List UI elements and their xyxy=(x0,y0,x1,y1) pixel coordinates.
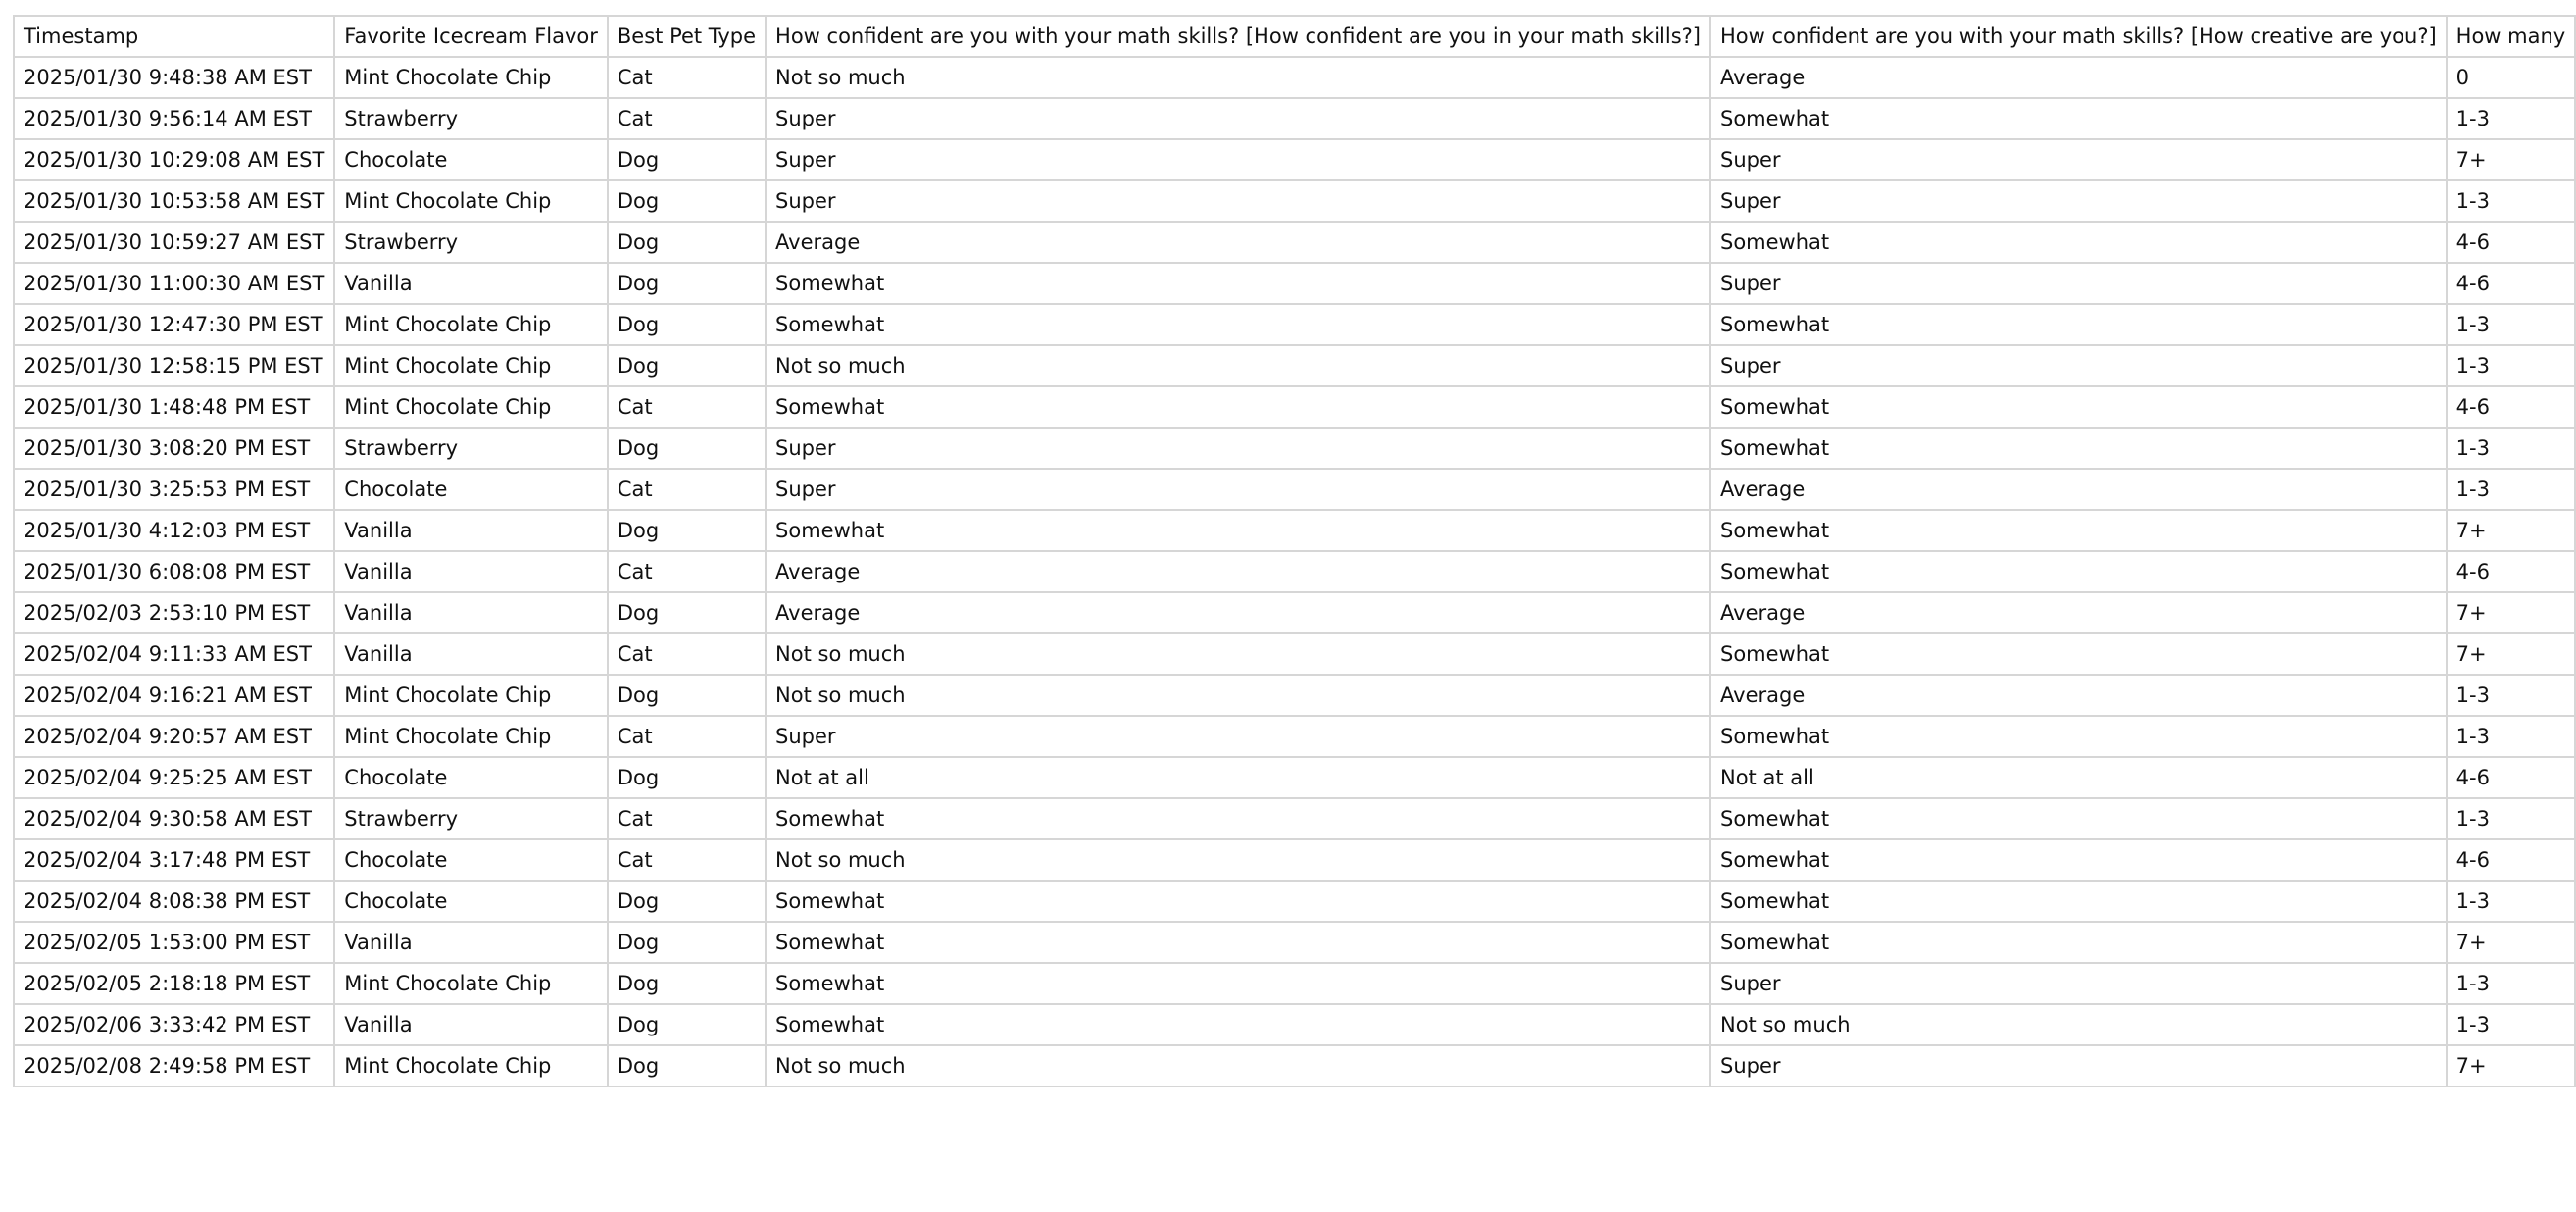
cell-pet-type[interactable]: Dog xyxy=(608,1004,766,1045)
cell-pet-type[interactable]: Dog xyxy=(608,263,766,304)
cell-pet-type[interactable]: Dog xyxy=(608,180,766,222)
cell-how-many[interactable]: 4-6 xyxy=(2447,263,2576,304)
cell-creativity[interactable]: Somewhat xyxy=(1710,304,2447,345)
cell-timestamp[interactable]: 2025/02/08 2:49:58 PM EST xyxy=(14,1045,334,1086)
cell-timestamp[interactable]: 2025/01/30 4:12:03 PM EST xyxy=(14,510,334,551)
cell-pet-type[interactable]: Dog xyxy=(608,592,766,633)
cell-creativity[interactable]: Average xyxy=(1710,57,2447,98)
cell-pet-type[interactable]: Cat xyxy=(608,633,766,675)
cell-icecream-flavor[interactable]: Chocolate xyxy=(334,839,608,881)
header-pet-type[interactable]: Best Pet Type xyxy=(608,16,766,57)
cell-creativity[interactable]: Super xyxy=(1710,263,2447,304)
cell-creativity[interactable]: Super xyxy=(1710,345,2447,386)
cell-math-confidence[interactable]: Somewhat xyxy=(766,510,1710,551)
cell-math-confidence[interactable]: Somewhat xyxy=(766,386,1710,428)
cell-timestamp[interactable]: 2025/02/04 9:16:21 AM EST xyxy=(14,675,334,716)
cell-creativity[interactable]: Somewhat xyxy=(1710,881,2447,922)
cell-creativity[interactable]: Super xyxy=(1710,139,2447,180)
header-math-confidence[interactable]: How confident are you with your math skills? [How confident are you in your math skills?] xyxy=(766,16,1710,57)
cell-icecream-flavor[interactable]: Chocolate xyxy=(334,757,608,798)
cell-icecream-flavor[interactable]: Vanilla xyxy=(334,1004,608,1045)
cell-creativity[interactable]: Somewhat xyxy=(1710,386,2447,428)
cell-pet-type[interactable]: Dog xyxy=(608,139,766,180)
cell-pet-type[interactable]: Dog xyxy=(608,304,766,345)
table-row xyxy=(14,304,2575,345)
cell-timestamp[interactable]: 2025/02/03 2:53:10 PM EST xyxy=(14,592,334,633)
cell-how-many[interactable]: 1-3 xyxy=(2447,98,2576,139)
cell-math-confidence[interactable]: Somewhat xyxy=(766,1004,1710,1045)
cell-creativity[interactable]: Not so much xyxy=(1710,1004,2447,1045)
cell-icecream-flavor[interactable]: Mint Chocolate Chip xyxy=(334,57,608,98)
cell-how-many[interactable]: 1-3 xyxy=(2447,428,2576,469)
cell-timestamp[interactable]: 2025/02/05 2:18:18 PM EST xyxy=(14,963,334,1004)
cell-how-many[interactable]: 1-3 xyxy=(2447,881,2576,922)
cell-icecream-flavor[interactable]: Mint Chocolate Chip xyxy=(334,963,608,1004)
cell-how-many[interactable]: 7+ xyxy=(2447,922,2576,963)
cell-math-confidence[interactable]: Super xyxy=(766,469,1710,510)
cell-creativity[interactable]: Average xyxy=(1710,675,2447,716)
table-row xyxy=(14,386,2575,428)
cell-math-confidence[interactable]: Not so much xyxy=(766,839,1710,881)
cell-pet-type[interactable]: Cat xyxy=(608,716,766,757)
cell-math-confidence[interactable]: Not so much xyxy=(766,633,1710,675)
cell-creativity[interactable]: Somewhat xyxy=(1710,716,2447,757)
cell-creativity[interactable]: Somewhat xyxy=(1710,428,2447,469)
cell-icecream-flavor[interactable]: Vanilla xyxy=(334,263,608,304)
cell-timestamp[interactable]: 2025/02/04 9:20:57 AM EST xyxy=(14,716,334,757)
cell-icecream-flavor[interactable]: Strawberry xyxy=(334,428,608,469)
table-row xyxy=(14,263,2575,304)
cell-timestamp[interactable]: 2025/02/04 9:30:58 AM EST xyxy=(14,798,334,839)
cell-pet-type[interactable]: Dog xyxy=(608,757,766,798)
cell-how-many[interactable]: 7+ xyxy=(2447,1045,2576,1086)
table-row xyxy=(14,139,2575,180)
cell-math-confidence[interactable]: Super xyxy=(766,139,1710,180)
table-row xyxy=(14,922,2575,963)
cell-icecream-flavor[interactable]: Strawberry xyxy=(334,222,608,263)
cell-icecream-flavor[interactable]: Mint Chocolate Chip xyxy=(334,304,608,345)
cell-math-confidence[interactable]: Somewhat xyxy=(766,263,1710,304)
cell-icecream-flavor[interactable]: Mint Chocolate Chip xyxy=(334,180,608,222)
cell-icecream-flavor[interactable]: Strawberry xyxy=(334,98,608,139)
cell-pet-type[interactable]: Dog xyxy=(608,881,766,922)
cell-creativity[interactable]: Average xyxy=(1710,469,2447,510)
cell-pet-type[interactable]: Dog xyxy=(608,675,766,716)
cell-icecream-flavor[interactable]: Vanilla xyxy=(334,592,608,633)
cell-math-confidence[interactable]: Not so much xyxy=(766,57,1710,98)
responses-table xyxy=(13,15,2576,1087)
cell-timestamp[interactable]: 2025/01/30 1:48:48 PM EST xyxy=(14,386,334,428)
cell-timestamp[interactable]: 2025/01/30 10:29:08 AM EST xyxy=(14,139,334,180)
cell-timestamp[interactable]: 2025/02/04 3:17:48 PM EST xyxy=(14,839,334,881)
cell-how-many[interactable]: 4-6 xyxy=(2447,757,2576,798)
cell-math-confidence[interactable]: Not at all xyxy=(766,757,1710,798)
cell-how-many[interactable]: 7+ xyxy=(2447,633,2576,675)
table-row xyxy=(14,757,2575,798)
cell-pet-type[interactable]: Dog xyxy=(608,345,766,386)
cell-math-confidence[interactable]: Average xyxy=(766,551,1710,592)
cell-icecream-flavor[interactable]: Chocolate xyxy=(334,469,608,510)
cell-math-confidence[interactable]: Average xyxy=(766,222,1710,263)
table-row xyxy=(14,57,2575,98)
cell-creativity[interactable]: Somewhat xyxy=(1710,551,2447,592)
cell-timestamp[interactable]: 2025/01/30 12:47:30 PM EST xyxy=(14,304,334,345)
table-row xyxy=(14,345,2575,386)
table-row xyxy=(14,1004,2575,1045)
cell-creativity[interactable]: Somewhat xyxy=(1710,222,2447,263)
cell-math-confidence[interactable]: Super xyxy=(766,428,1710,469)
cell-math-confidence[interactable]: Somewhat xyxy=(766,922,1710,963)
cell-icecream-flavor[interactable]: Mint Chocolate Chip xyxy=(334,386,608,428)
cell-icecream-flavor[interactable]: Chocolate xyxy=(334,881,608,922)
cell-math-confidence[interactable]: Somewhat xyxy=(766,881,1710,922)
cell-math-confidence[interactable]: Not so much xyxy=(766,675,1710,716)
cell-timestamp[interactable]: 2025/02/05 1:53:00 PM EST xyxy=(14,922,334,963)
cell-creativity[interactable]: Somewhat xyxy=(1710,633,2447,675)
table-row xyxy=(14,633,2575,675)
cell-how-many[interactable]: 1-3 xyxy=(2447,469,2576,510)
cell-pet-type[interactable]: Dog xyxy=(608,963,766,1004)
cell-icecream-flavor[interactable]: Mint Chocolate Chip xyxy=(334,345,608,386)
cell-timestamp[interactable]: 2025/01/30 9:56:14 AM EST xyxy=(14,98,334,139)
cell-how-many[interactable]: 4-6 xyxy=(2447,222,2576,263)
cell-math-confidence[interactable]: Not so much xyxy=(766,345,1710,386)
cell-creativity[interactable]: Somewhat xyxy=(1710,798,2447,839)
cell-pet-type[interactable]: Cat xyxy=(608,98,766,139)
cell-pet-type[interactable]: Dog xyxy=(608,1045,766,1086)
cell-pet-type[interactable]: Dog xyxy=(608,922,766,963)
cell-pet-type[interactable]: Cat xyxy=(608,386,766,428)
cell-creativity[interactable]: Average xyxy=(1710,592,2447,633)
cell-how-many[interactable]: 4-6 xyxy=(2447,551,2576,592)
cell-pet-type[interactable]: Cat xyxy=(608,839,766,881)
header-how-many[interactable]: How many xyxy=(2447,16,2576,57)
table-row xyxy=(14,469,2575,510)
header-creativity[interactable]: How confident are you with your math skills? [How creative are you?] xyxy=(1710,16,2447,57)
cell-creativity[interactable]: Somewhat xyxy=(1710,922,2447,963)
cell-math-confidence[interactable]: Average xyxy=(766,592,1710,633)
cell-creativity[interactable]: Somewhat xyxy=(1710,839,2447,881)
cell-math-confidence[interactable]: Not so much xyxy=(766,1045,1710,1086)
header-timestamp[interactable]: Timestamp xyxy=(14,16,334,57)
table-row xyxy=(14,428,2575,469)
cell-timestamp[interactable]: 2025/01/30 10:59:27 AM EST xyxy=(14,222,334,263)
cell-pet-type[interactable]: Dog xyxy=(608,222,766,263)
cell-timestamp[interactable]: 2025/02/04 8:08:38 PM EST xyxy=(14,881,334,922)
cell-timestamp[interactable]: 2025/02/04 9:11:33 AM EST xyxy=(14,633,334,675)
cell-math-confidence[interactable]: Super xyxy=(766,180,1710,222)
cell-how-many[interactable]: 1-3 xyxy=(2447,675,2576,716)
cell-pet-type[interactable]: Cat xyxy=(608,469,766,510)
cell-math-confidence[interactable]: Somewhat xyxy=(766,304,1710,345)
cell-creativity[interactable]: Not at all xyxy=(1710,757,2447,798)
table-body xyxy=(14,57,2575,1086)
table-row xyxy=(14,881,2575,922)
cell-pet-type[interactable]: Cat xyxy=(608,57,766,98)
cell-math-confidence[interactable]: Somewhat xyxy=(766,798,1710,839)
cell-icecream-flavor[interactable]: Vanilla xyxy=(334,633,608,675)
table-row xyxy=(14,592,2575,633)
cell-how-many[interactable]: 1-3 xyxy=(2447,304,2576,345)
cell-creativity[interactable]: Somewhat xyxy=(1710,98,2447,139)
table-row xyxy=(14,1045,2575,1086)
cell-how-many[interactable]: 7+ xyxy=(2447,510,2576,551)
cell-pet-type[interactable]: Cat xyxy=(608,551,766,592)
cell-timestamp[interactable]: 2025/02/04 9:25:25 AM EST xyxy=(14,757,334,798)
header-row xyxy=(14,16,2575,57)
cell-icecream-flavor[interactable]: Mint Chocolate Chip xyxy=(334,675,608,716)
cell-timestamp[interactable]: 2025/01/30 11:00:30 AM EST xyxy=(14,263,334,304)
cell-creativity[interactable]: Super xyxy=(1710,180,2447,222)
cell-math-confidence[interactable]: Somewhat xyxy=(766,963,1710,1004)
cell-icecream-flavor[interactable]: Mint Chocolate Chip xyxy=(334,1045,608,1086)
cell-how-many[interactable]: 4-6 xyxy=(2447,386,2576,428)
cell-how-many[interactable]: 4-6 xyxy=(2447,839,2576,881)
cell-creativity[interactable]: Super xyxy=(1710,1045,2447,1086)
table-row xyxy=(14,798,2575,839)
cell-icecream-flavor[interactable]: Strawberry xyxy=(334,798,608,839)
cell-pet-type[interactable]: Cat xyxy=(608,798,766,839)
cell-timestamp[interactable]: 2025/02/06 3:33:42 PM EST xyxy=(14,1004,334,1045)
cell-icecream-flavor[interactable]: Chocolate xyxy=(334,139,608,180)
table-row xyxy=(14,180,2575,222)
cell-how-many[interactable]: 1-3 xyxy=(2447,180,2576,222)
cell-pet-type[interactable]: Dog xyxy=(608,510,766,551)
cell-how-many[interactable]: 0 xyxy=(2447,57,2576,98)
cell-how-many[interactable]: 1-3 xyxy=(2447,963,2576,1004)
table-row xyxy=(14,222,2575,263)
cell-timestamp[interactable]: 2025/01/30 3:08:20 PM EST xyxy=(14,428,334,469)
table-row xyxy=(14,675,2575,716)
header-icecream-flavor[interactable]: Favorite Icecream Flavor xyxy=(334,16,608,57)
cell-how-many[interactable]: 1-3 xyxy=(2447,716,2576,757)
cell-how-many[interactable]: 1-3 xyxy=(2447,1004,2576,1045)
table-row xyxy=(14,839,2575,881)
cell-timestamp[interactable]: 2025/01/30 10:53:58 AM EST xyxy=(14,180,334,222)
cell-timestamp[interactable]: 2025/01/30 9:48:38 AM EST xyxy=(14,57,334,98)
table-row xyxy=(14,510,2575,551)
cell-math-confidence[interactable]: Super xyxy=(766,98,1710,139)
cell-icecream-flavor[interactable]: Vanilla xyxy=(334,551,608,592)
cell-timestamp[interactable]: 2025/01/30 6:08:08 PM EST xyxy=(14,551,334,592)
cell-creativity[interactable]: Super xyxy=(1710,963,2447,1004)
cell-icecream-flavor[interactable]: Mint Chocolate Chip xyxy=(334,716,608,757)
cell-how-many[interactable]: 1-3 xyxy=(2447,345,2576,386)
cell-math-confidence[interactable]: Super xyxy=(766,716,1710,757)
cell-pet-type[interactable]: Dog xyxy=(608,428,766,469)
table-row xyxy=(14,551,2575,592)
cell-icecream-flavor[interactable]: Vanilla xyxy=(334,922,608,963)
cell-how-many[interactable]: 1-3 xyxy=(2447,798,2576,839)
cell-timestamp[interactable]: 2025/01/30 3:25:53 PM EST xyxy=(14,469,334,510)
table-row xyxy=(14,716,2575,757)
cell-icecream-flavor[interactable]: Vanilla xyxy=(334,510,608,551)
cell-how-many[interactable]: 7+ xyxy=(2447,139,2576,180)
cell-timestamp[interactable]: 2025/01/30 12:58:15 PM EST xyxy=(14,345,334,386)
table-row xyxy=(14,963,2575,1004)
cell-creativity[interactable]: Somewhat xyxy=(1710,510,2447,551)
cell-how-many[interactable]: 7+ xyxy=(2447,592,2576,633)
table-row xyxy=(14,98,2575,139)
